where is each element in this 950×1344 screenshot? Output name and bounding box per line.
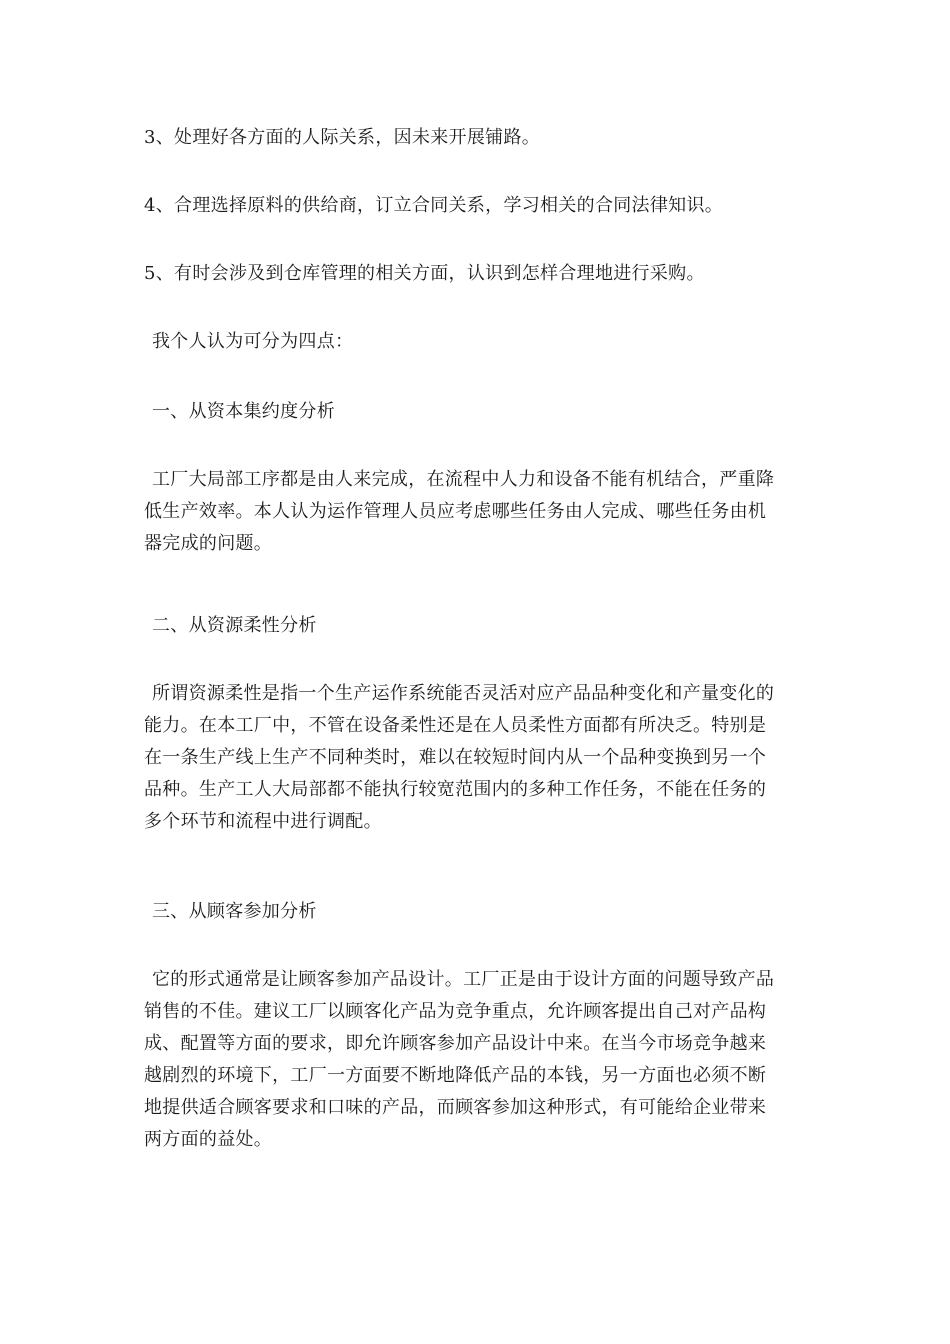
list-item-4 xyxy=(144,190,808,222)
text-line: 三、从顾客参加分析 xyxy=(152,901,317,922)
section-heading-2 xyxy=(152,610,816,642)
section-body-2 xyxy=(144,678,808,838)
list-item-5 xyxy=(144,258,808,290)
text-line: 品种。生产工人大局部都不能执行较宽范围内的多种工作任务，不能在任务的 xyxy=(144,779,767,800)
text-line: 工厂大局部工序都是由人来完成，在流程中人力和设备不能有机结合，严重降 xyxy=(152,469,775,490)
text-line: 越剧烈的环境下，工厂一方面要不断地降低产品的本钱，另一方面也必须不断 xyxy=(144,1065,767,1086)
text-line: 地提供适合顾客要求和口味的产品，而顾客参加这种形式，有可能给企业带来 xyxy=(144,1097,767,1118)
text-line: 3、处理好各方面的人际关系，因未来开展铺路。 xyxy=(144,127,541,148)
text-line: 一、从资本集约度分析 xyxy=(152,401,335,422)
text-line: 能力。在本工厂中，不管在设备柔性还是在人员柔性方面都有所决乏。特别是 xyxy=(144,715,767,736)
text-line: 我个人认为可分为四点： xyxy=(152,331,354,352)
text-line: 器完成的问题。 xyxy=(144,533,273,554)
text-line: 所谓资源柔性是指一个生产运作系统能否灵活对应产品品种变化和产量变化的 xyxy=(152,683,775,704)
text-line: 在一条生产线上生产不同种类时，难以在较短时间内从一个品种变换到另一个 xyxy=(144,747,767,768)
text-line: 销售的不佳。建议工厂以顾客化产品为竞争重点，允许顾客提出自己对产品构 xyxy=(144,1001,767,1022)
section-heading-3 xyxy=(152,896,816,928)
text-line: 多个环节和流程中进行调配。 xyxy=(144,811,382,832)
text-line: 4、合理选择原料的供给商，订立合同关系，学习相关的合同法律知识。 xyxy=(144,195,724,216)
text-line: 它的形式通常是让顾客参加产品设计。工厂正是由于设计方面的问题导致产品 xyxy=(152,969,775,990)
text-line: 两方面的益处。 xyxy=(144,1129,273,1150)
text-line: 二、从资源柔性分析 xyxy=(152,615,317,636)
text-line: 低生产效率。本人认为运作管理人员应考虑哪些任务由人完成、哪些任务由机 xyxy=(144,501,767,522)
list-item-3 xyxy=(144,122,808,154)
section-body-1 xyxy=(144,464,808,560)
section-heading-1 xyxy=(152,396,816,428)
text-line: 成、配置等方面的要求，即允许顾客参加产品设计中来。在当今市场竞争越来 xyxy=(144,1033,767,1054)
text-line: 5、有时会涉及到仓库管理的相关方面，认识到怎样合理地进行采购。 xyxy=(144,263,705,284)
section-body-3 xyxy=(144,964,808,1156)
intro-paragraph xyxy=(152,326,816,358)
